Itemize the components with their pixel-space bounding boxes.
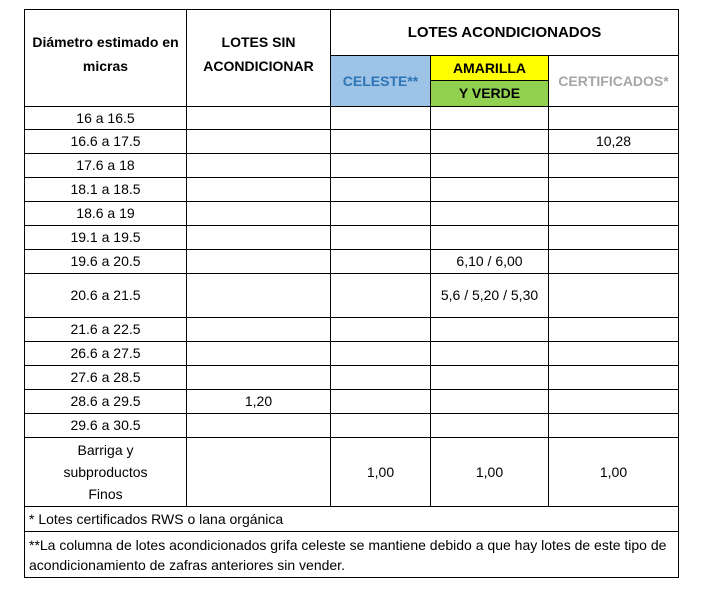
- cell-cert: [549, 414, 679, 438]
- note-certificados: * Lotes certificados RWS o lana orgánica: [25, 507, 331, 532]
- cell-sin: [187, 438, 331, 507]
- cell-cert: 10,28: [549, 130, 679, 154]
- table-row: [25, 226, 679, 250]
- cell-amarilla: [431, 390, 549, 414]
- cell-celeste: [331, 250, 431, 274]
- cell-celeste: [331, 202, 431, 226]
- cell-celeste: [331, 178, 431, 202]
- cell-sin: [187, 274, 331, 318]
- cell-sin: [187, 226, 331, 250]
- cell-range: 28.6 a 29.5: [25, 390, 187, 414]
- table-row: [25, 202, 679, 226]
- cell-range: 26.6 a 27.5: [25, 342, 187, 366]
- cell-celeste: [331, 414, 431, 438]
- cell-celeste: [331, 226, 431, 250]
- cell-celeste: [331, 274, 431, 318]
- cell-cert: [549, 250, 679, 274]
- cell-range: 16.6 a 17.5: [25, 130, 187, 154]
- cell-cert: [549, 366, 679, 390]
- cell-celeste: [331, 107, 431, 130]
- cell-celeste: [331, 342, 431, 366]
- cell-range: Barriga y subproductos Finos: [25, 438, 187, 507]
- cell-cert: [549, 202, 679, 226]
- wool-lots-table: [24, 9, 679, 578]
- cell-range: 29.6 a 30.5: [25, 414, 187, 438]
- table-row: [25, 366, 679, 390]
- cell-range: 20.6 a 21.5: [25, 274, 187, 318]
- cell-sin: [187, 318, 331, 342]
- table-row: [25, 390, 679, 414]
- cell-sin: [187, 250, 331, 274]
- cell-amarilla: [431, 178, 549, 202]
- cell-sin: 1,20: [187, 390, 331, 414]
- header-amarilla: AMARILLA: [431, 56, 548, 81]
- cell-range: 18.1 a 18.5: [25, 178, 187, 202]
- cell-cert: [549, 178, 679, 202]
- cell-amarilla: [431, 318, 549, 342]
- cell-range: 19.1 a 19.5: [25, 226, 187, 250]
- cell-amarilla: [431, 342, 549, 366]
- cell-range: 27.6 a 28.5: [25, 366, 187, 390]
- cell-range: 18.6 a 19: [25, 202, 187, 226]
- cell-cert: [549, 342, 679, 366]
- table-row: [25, 250, 679, 274]
- header-diametro: Diámetro estimado en micras: [25, 10, 187, 107]
- note-celeste: **La columna de lotes acondicionados grifa celeste se mantiene debido a que hay lotes de este tipo de acondicionamiento de zafras anteriores sin vender.: [25, 532, 679, 578]
- table-row: [25, 438, 679, 507]
- header-amarilla-verde: [431, 56, 549, 107]
- table-row: [25, 178, 679, 202]
- header-verde: Y VERDE: [431, 81, 548, 106]
- header-lotes-sin-acondicionar: LOTES SIN ACONDICIONAR: [187, 10, 331, 107]
- table-row: [25, 107, 679, 130]
- cell-celeste: 1,00: [331, 438, 431, 507]
- cell-amarilla: [431, 414, 549, 438]
- table-row: [25, 130, 679, 154]
- cell-range: 17.6 a 18: [25, 154, 187, 178]
- cell-amarilla: 6,10 / 6,00: [431, 250, 549, 274]
- cell-sin: [187, 107, 331, 130]
- table-row: [25, 414, 679, 438]
- cell-range: 16 a 16.5: [25, 107, 187, 130]
- cell-celeste: [331, 318, 431, 342]
- cell-amarilla: [431, 366, 549, 390]
- cell-amarilla: [431, 130, 549, 154]
- cell-cert: [549, 318, 679, 342]
- cell-cert: [549, 226, 679, 250]
- cell-sin: [187, 154, 331, 178]
- cell-amarilla: [431, 154, 549, 178]
- header-lotes-acondicionados: LOTES ACONDICIONADOS: [331, 10, 679, 56]
- cell-cert: [549, 390, 679, 414]
- cell-range: 21.6 a 22.5: [25, 318, 187, 342]
- cell-celeste: [331, 130, 431, 154]
- cell-amarilla: [431, 202, 549, 226]
- table-row: [25, 274, 679, 318]
- cell-cert: [549, 154, 679, 178]
- cell-amarilla: [431, 107, 549, 130]
- cell-celeste: [331, 154, 431, 178]
- cell-sin: [187, 414, 331, 438]
- cell-celeste: [331, 366, 431, 390]
- header-certificados: CERTIFICADOS*: [549, 56, 679, 107]
- table-row: [25, 318, 679, 342]
- cell-sin: [187, 202, 331, 226]
- cell-range: 19.6 a 20.5: [25, 250, 187, 274]
- table-row: [25, 342, 679, 366]
- note-spacer: [331, 507, 679, 532]
- cell-amarilla: 1,00: [431, 438, 549, 507]
- cell-sin: [187, 366, 331, 390]
- cell-sin: [187, 342, 331, 366]
- cell-cert: 1,00: [549, 438, 679, 507]
- header-celeste: CELESTE**: [331, 56, 431, 107]
- cell-cert: [549, 107, 679, 130]
- cell-amarilla: [431, 226, 549, 250]
- cell-celeste: [331, 390, 431, 414]
- table-row: [25, 154, 679, 178]
- cell-sin: [187, 178, 331, 202]
- cell-cert: [549, 274, 679, 318]
- cell-sin: [187, 130, 331, 154]
- cell-amarilla: 5,6 / 5,20 / 5,30: [431, 274, 549, 318]
